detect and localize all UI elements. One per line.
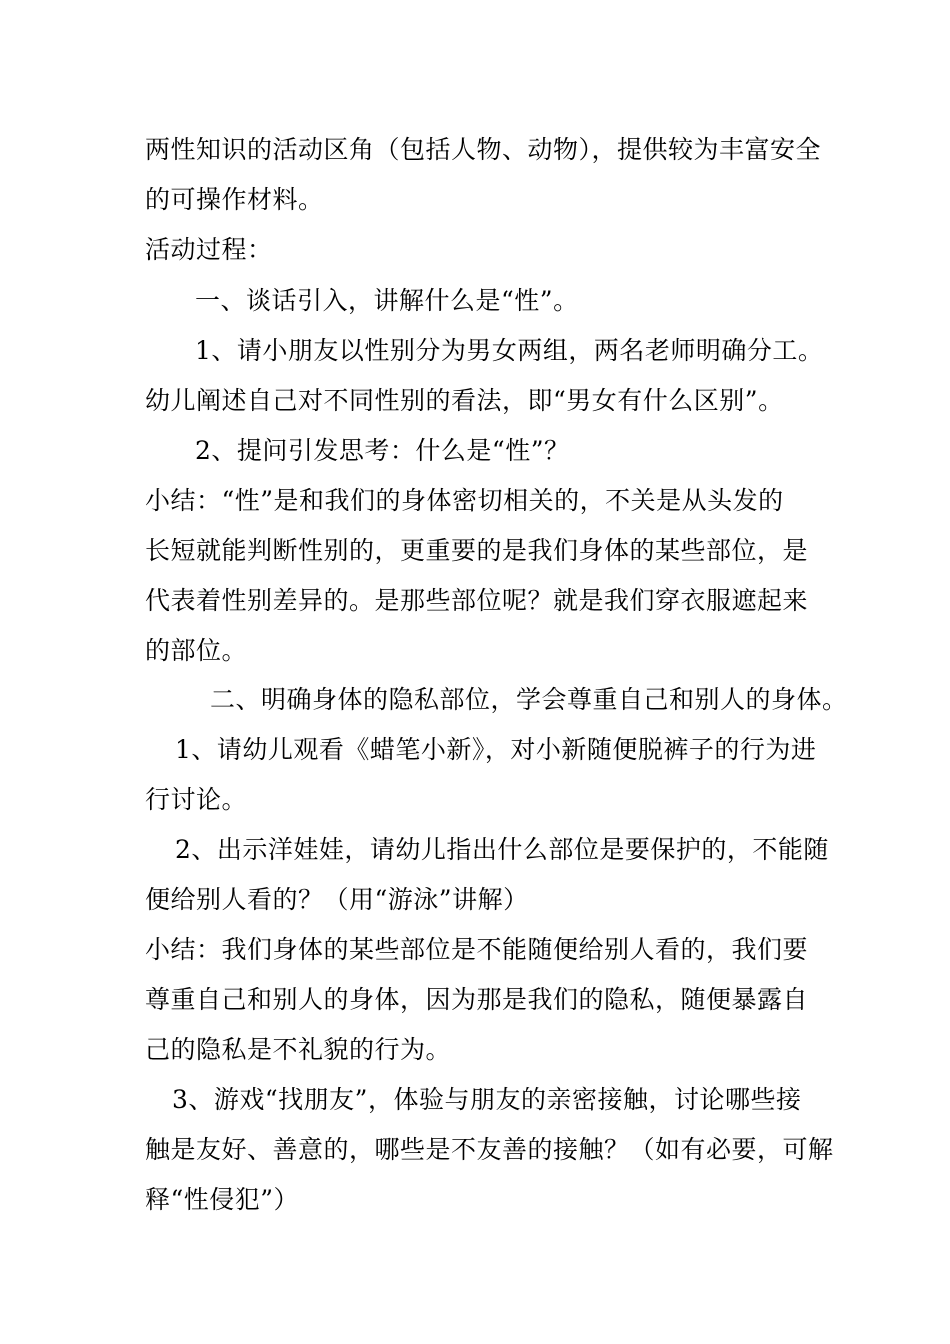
section-heading: 二、明确身体的隐私部位，学会尊重自己和别人的身体。 (210, 685, 848, 714)
text-line: 触是友好、善意的，哪些是不友善的接触？（如有必要，可解 (145, 1135, 834, 1164)
text-line: 1、请小朋友以性别分为男女两组，两名老师明确分工。 (195, 336, 824, 365)
text-line: 两性知识的活动区角（包括人物、动物），提供较为丰富安全 (145, 135, 822, 164)
section-heading: 活动过程： (145, 235, 273, 264)
text-line: 2、出示洋娃娃，请幼儿指出什么部位是要保护的，不能随 (175, 835, 829, 864)
summary-line: 尊重自己和别人的身体，因为那是我们的隐私，随便暴露自 (145, 985, 809, 1014)
text-line: 3、游戏“找朋友”，体验与朋友的亲密接触，讨论哪些接 (172, 1085, 802, 1114)
summary-line: 的部位。 (145, 636, 248, 665)
text-line: 行讨论。 (145, 785, 248, 814)
text-line: 2、提问引发思考：什么是“性”？ (195, 436, 570, 465)
text-line: 便给别人看的？（用“游泳”讲解） (145, 885, 529, 914)
text-line: 幼儿阐述自己对不同性别的看法，即“男女有什么区别”。 (145, 386, 784, 415)
text-line: 释“性侵犯”） (145, 1185, 300, 1214)
summary-line: 小结：我们身体的某些部位是不能随便给别人看的，我们要 (145, 935, 809, 964)
summary-line: 代表着性别差异的。是那些部位呢？就是我们穿衣服遮起来 (145, 586, 809, 615)
summary-line: 己的隐私是不礼貌的行为。 (145, 1035, 452, 1064)
text-line: 1、请幼儿观看《蜡笔小新》，对小新随便脱裤子的行为进 (175, 735, 817, 764)
section-heading: 一、谈话引入，讲解什么是“性”。 (195, 286, 579, 315)
summary-line: 小结：“性”是和我们的身体密切相关的，不关是从头发的 (145, 486, 784, 515)
text-line: 的可操作材料。 (145, 185, 324, 214)
summary-line: 长短就能判断性别的，更重要的是我们身体的某些部位，是 (145, 536, 809, 565)
